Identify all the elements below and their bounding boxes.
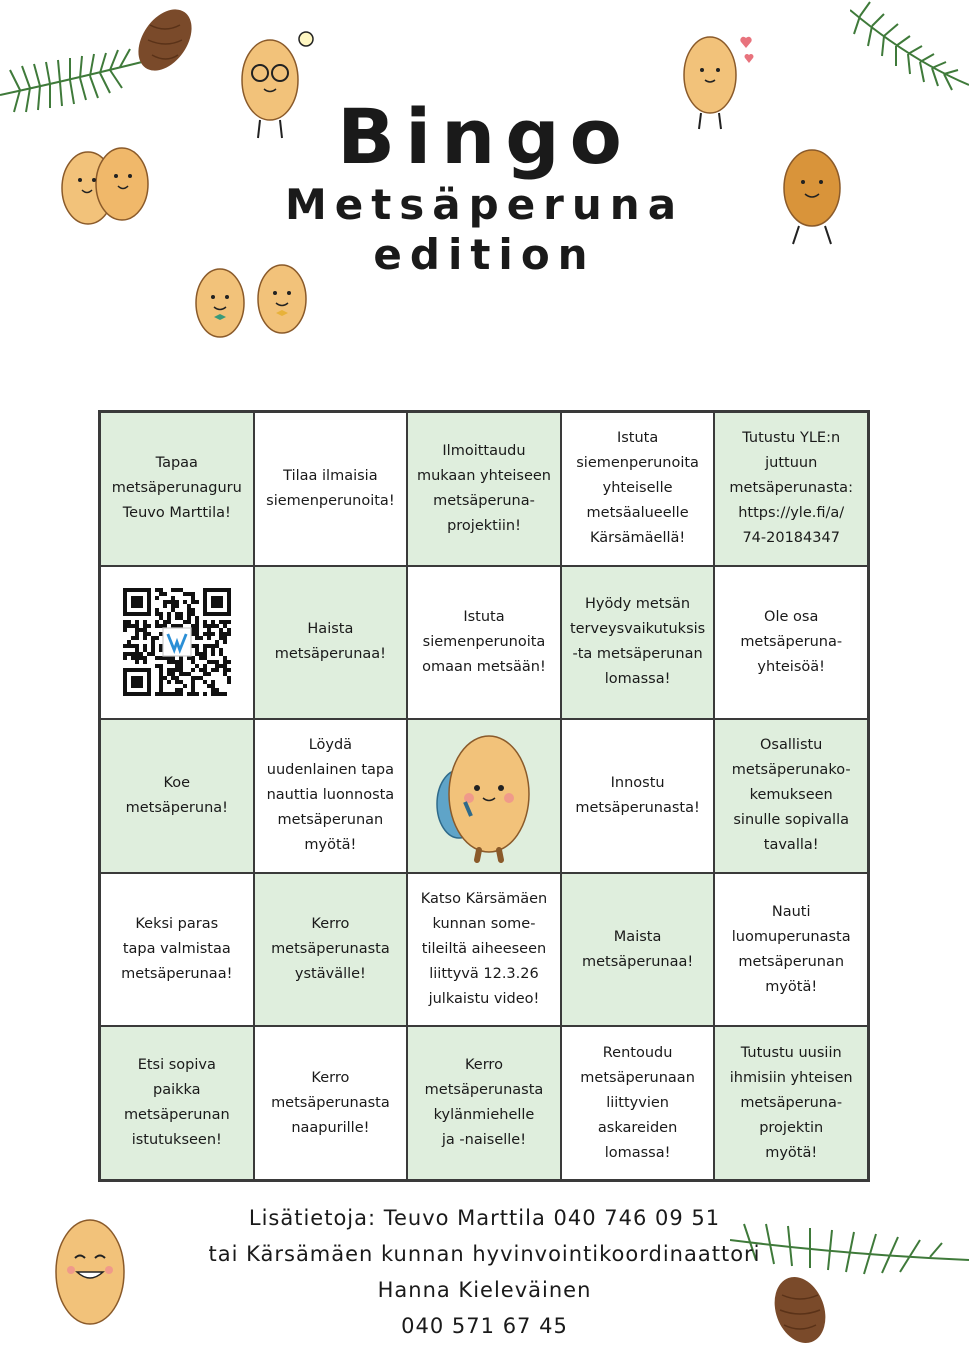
bingo-cell [407, 873, 561, 1027]
bingo-cell-text: Ilmoittaudu mukaan yhteiseen metsäperuna- projektiin! [416, 442, 551, 534]
bingo-cell-text: Tapaa metsäperunaguru Teuvo Marttila! [111, 455, 242, 522]
bingo-cell [254, 412, 408, 566]
contact-line-2: tai Kärsämäen kunnan hyvinvointikoordinaattori [208, 1242, 761, 1266]
bingo-cell-text: Tilaa ilmaisia siemenperunoita! [266, 467, 395, 509]
bingo-cell-text: Ole osa metsäperuna- yhteisöä! [740, 608, 843, 675]
bingo-cell [100, 566, 254, 720]
bingo-cell-text: Istuta siemenperunoita omaan metsään! [422, 608, 546, 675]
contact-line-3: Hanna Kieleväinen [377, 1278, 592, 1302]
bingo-cell [714, 719, 868, 873]
bingo-cell [714, 873, 868, 1027]
bingo-cell [714, 412, 868, 566]
bingo-cell [254, 719, 408, 873]
bingo-cell-text: Kerro metsäperunasta ystävälle! [271, 916, 390, 983]
bingo-cell-text: Etsi sopiva paikka metsäperunan istutukseen! [123, 1057, 230, 1149]
bingo-cell [407, 719, 561, 873]
bingo-cell-text: Löydä uudenlainen tapa nauttia luonnosta metsäperunan myötä! [266, 737, 395, 854]
contact-line-1: Lisätietoja: Teuvo Marttila 040 746 09 51 [248, 1206, 721, 1230]
bingo-cell [714, 1026, 868, 1180]
bingo-cell [407, 412, 561, 566]
bingo-cell [561, 566, 715, 720]
bingo-grid [98, 410, 870, 1182]
contact-line-4: 040 571 67 45 [401, 1314, 568, 1338]
bingo-cell [561, 1026, 715, 1180]
bingo-cell [100, 719, 254, 873]
page-title: Bingo [337, 92, 632, 181]
bingo-cell-text: Kerro metsäperunasta naapurille! [271, 1069, 390, 1136]
page-subtitle-edition: edition [373, 230, 596, 279]
bingo-cell-text: Nauti luomuperunasta metsäperunan myötä! [731, 903, 851, 995]
bingo-cell-text: Maista metsäperunaa! [581, 928, 694, 970]
bingo-cell [561, 719, 715, 873]
qr-code-icon [119, 584, 235, 700]
bingo-cell-text: Rentoudu metsäperunaan liittyvien askareiden lomassa! [580, 1044, 695, 1161]
bingo-cell [100, 1026, 254, 1180]
bingo-cell [100, 873, 254, 1027]
bingo-cell-text: Istuta siemenperunoita yhteiselle metsäalueelle Kärsämäellä! [576, 430, 699, 547]
bingo-cell-text: Tutustu YLE:n juttuun metsäperunasta: https://yle.fi/a/ 74-20184347 [729, 430, 853, 547]
bingo-cell [714, 566, 868, 720]
bingo-cell-text: Osallistu metsäperunako- kemukseen sinulle sopivalla tavalla! [731, 737, 851, 854]
bingo-cell [407, 1026, 561, 1180]
bingo-cell-text: Kerro metsäperunasta kylänmiehelle ja -naiselle! [424, 1057, 544, 1149]
bingo-cell [100, 412, 254, 566]
bingo-cell [254, 873, 408, 1027]
bingo-cell [407, 566, 561, 720]
title-block [0, 0, 969, 400]
bingo-cell [561, 873, 715, 1027]
bingo-cell-text: Innostu metsäperunasta! [575, 774, 700, 816]
bingo-cell [254, 1026, 408, 1180]
bingo-cell-text: Tutustu uusiin ihmisiin yhteisen metsäperuna- projektin myötä! [729, 1044, 853, 1161]
potato-backpack-icon [419, 726, 549, 866]
bingo-cell-text: Hyödy metsän terveysvaikutuksis -ta metsäperunan lomassa! [569, 596, 706, 688]
bingo-cell-text: Koe metsäperuna! [125, 774, 228, 816]
contact-info [0, 1200, 969, 1344]
bingo-cell [561, 412, 715, 566]
bingo-cell [254, 566, 408, 720]
bingo-cell-text: Katso Kärsämäen kunnan some- tileiltä aiheeseen liittyvä 12.3.26 julkaistu video! [420, 891, 548, 1008]
page-subtitle: Metsäperuna [284, 180, 685, 229]
bingo-cell-text: Keksi paras tapa valmistaa metsäperunaa! [121, 916, 233, 983]
bingo-cell-text: Haista metsäperunaa! [274, 621, 386, 663]
